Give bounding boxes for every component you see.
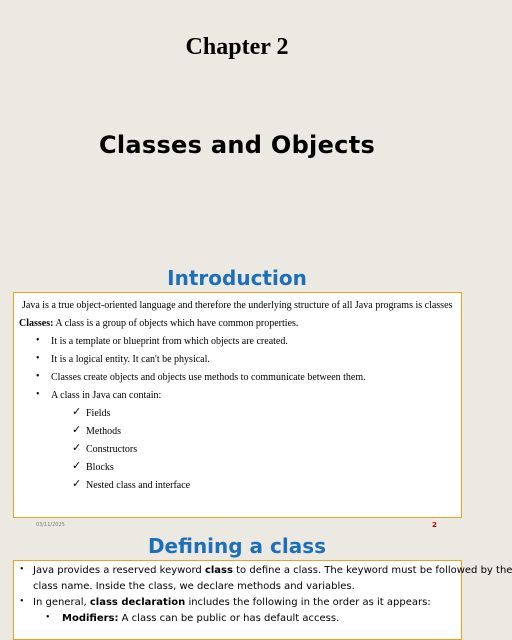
bullet-dot: • <box>36 353 40 364</box>
class-member-item: Fields <box>86 408 111 419</box>
text-segment: to define a class. The keyword must be followed by the <box>232 565 512 576</box>
bullet-dot: • <box>46 612 50 623</box>
classes-label: Classes: <box>19 318 54 329</box>
page-number: 2 <box>432 521 437 529</box>
checkmark-icon: ✓ <box>72 406 82 418</box>
bullet-dot: • <box>36 371 40 382</box>
bullet-dot: • <box>20 596 24 607</box>
footer-date: 03/11/2025 <box>36 522 65 528</box>
bullet-item <box>33 565 512 576</box>
class-member-item: Constructors <box>86 444 138 455</box>
text-segment: A class can be public or has default access. <box>118 613 340 624</box>
class-member-item: Blocks <box>86 462 114 473</box>
checkmark-icon: ✓ <box>72 478 82 490</box>
keyword-class-declaration: class declaration <box>89 597 186 608</box>
bullet-dot: • <box>36 335 40 346</box>
bullet-item <box>33 597 431 608</box>
text-segment: includes the following in the order as it appears: <box>185 597 431 608</box>
bullet-item: It is a template or blueprint from which objects are created. <box>51 336 288 347</box>
classes-definition <box>19 318 298 329</box>
modifiers-label: Modifiers: <box>62 613 119 624</box>
slide-title: Classes and Objects <box>98 131 376 159</box>
bullet-dot: • <box>36 389 40 400</box>
chapter-title: Chapter 2 <box>185 34 289 60</box>
sub-bullet-item <box>62 613 339 624</box>
text-segment: In general, <box>33 597 90 608</box>
bullet-item: Classes create objects and objects use methods to communicate between them. <box>51 372 366 383</box>
class-member-item: Methods <box>86 426 121 437</box>
text-segment: Java provides a reserved keyword <box>33 565 205 576</box>
keyword-class: class <box>204 565 233 576</box>
bullet-dot: • <box>20 564 24 575</box>
checkmark-icon: ✓ <box>72 460 82 472</box>
bullet-item: It is a logical entity. It can't be physical. <box>51 354 210 365</box>
checkmark-icon: ✓ <box>72 424 82 436</box>
defining-class-heading: Defining a class <box>147 534 327 558</box>
introduction-heading: Introduction <box>167 266 307 290</box>
class-member-item: Nested class and interface <box>86 480 191 491</box>
intro-text: Java is a true object-oriented language and therefore the underlying structure of all Java programs is classes <box>22 300 453 311</box>
classes-definition-text: A class is a group of objects which have common properties. <box>53 318 299 329</box>
checkmark-icon: ✓ <box>72 442 82 454</box>
bullet-item: A class in Java can contain: <box>51 390 162 401</box>
bullet-continuation: class name. Inside the class, we declare methods and variables. <box>33 581 355 592</box>
